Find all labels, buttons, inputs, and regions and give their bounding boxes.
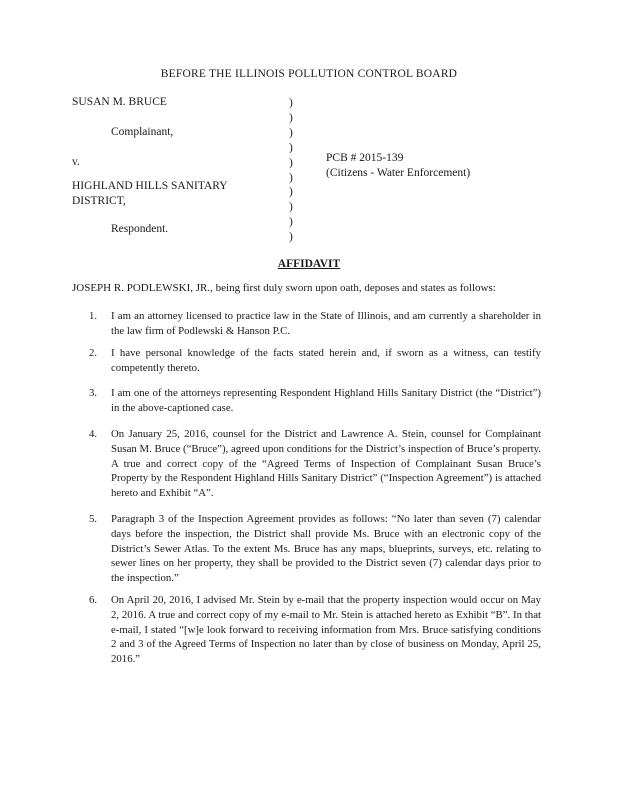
item-number: 3.: [89, 387, 98, 399]
item-text: On January 25, 2016, counsel for the District and Lawrence A. Stein, counsel for Complainant Susan M. Bruce (“Bruce”), agreed upon conditions for the District’s inspection of Bruce’s property. A true and correct copy of the “Agreed Terms of Inspection of Complainant Susan Bruce’s Property by the Respondent Highland Hills Sanitary District” (“Inspection Agreement”) is attached hereto and Exhibit “A”.: [111, 428, 541, 500]
affidavit-heading: AFFIDAVIT: [277, 258, 341, 270]
item-text: I have personal knowledge of the facts stated herein and, if sworn as a witness, can testify competently thereto.: [111, 347, 541, 374]
respondent-role: Respondent.: [111, 223, 169, 235]
caption-paren: ): [289, 216, 293, 229]
versus-label: v.: [72, 156, 80, 168]
caption-paren: ): [289, 156, 293, 169]
complainant-role: Complainant,: [111, 126, 174, 138]
item-number: 1.: [89, 310, 98, 322]
respondent-name-line2: DISTRICT,: [72, 195, 126, 207]
caption-paren: ): [289, 186, 293, 199]
board-title: BEFORE THE ILLINOIS POLLUTION CONTROL BOARD: [160, 68, 458, 80]
caption-paren: ): [289, 171, 293, 184]
item-text: I am one of the attorneys representing Respondent Highland Hills Sanitary District (the “District”) in the above-captioned case.: [111, 387, 541, 414]
case-type: (Citizens - Water Enforcement): [326, 167, 471, 179]
affidavit-item: [89, 427, 541, 501]
case-number: PCB # 2015-139: [326, 152, 404, 164]
respondent-name-line1: HIGHLAND HILLS SANITARY: [72, 180, 228, 192]
affidavit-item: [89, 346, 541, 376]
item-text: Paragraph 3 of the Inspection Agreement provides as follows: “No later than seven (7) calendar days before the inspection, the District shall provide Ms. Bruce with an electronic copy of the District’s Sewer Atlas. To the extent Ms. Bruce has any maps, blueprints, surveys, etc. relating to sewer lines on her property, they shall be provided to the District seven (7) calendar days prior to the inspection.”: [111, 513, 541, 585]
caption-paren: ): [289, 97, 293, 109]
caption-paren: ): [289, 231, 293, 244]
affidavit-intro: JOSEPH R. PODLEWSKI, JR., being first duly sworn upon oath, deposes and states as follows:: [72, 282, 496, 294]
item-text: On April 20, 2016, I advised Mr. Stein by e-mail that the property inspection would occur on May 2, 2016. A true and correct copy of my e-mail to Mr. Stein is attached hereto as Exhibit “B”. In that e-mail, I stated “[w]e look forward to receiving information from Mrs. Bruce satisfying conditions 2 and 3 of the Agreed Terms of Inspection no later than by close of business on Monday, April 25, 2016.”: [111, 594, 541, 666]
complainant-name: SUSAN M. BRUCE: [72, 96, 167, 108]
item-number: 2.: [89, 347, 98, 359]
item-number: 6.: [89, 594, 98, 606]
item-number: 5.: [89, 513, 98, 525]
caption-paren: ): [289, 111, 293, 124]
caption-paren-column: [289, 96, 293, 245]
affidavit-item: [89, 512, 541, 586]
caption-paren: ): [289, 141, 293, 154]
caption-paren: ): [289, 126, 293, 139]
affidavit-item: [89, 593, 541, 667]
affidavit-item: [89, 309, 541, 339]
affidavit-item: [89, 386, 541, 416]
item-number: 4.: [89, 428, 98, 440]
item-text: I am an attorney licensed to practice law in the State of Illinois, and am currently a shareholder in the law firm of Podlewski & Hanson P.C.: [111, 310, 541, 337]
caption-paren: ): [289, 201, 293, 214]
